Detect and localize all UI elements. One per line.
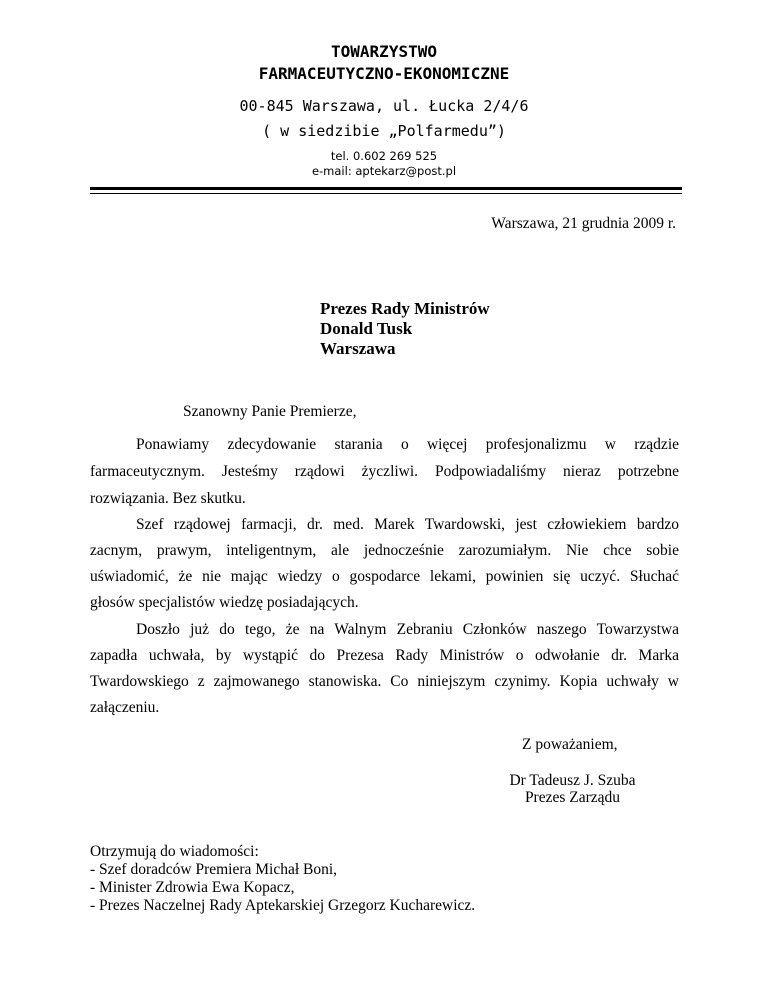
body-p3-line2: zapadła uchwała, by wystąpić do Prezesa Rady Ministrów o odwołanie dr. Marka <box>90 647 679 664</box>
recipient-line1: Prezes Rady Ministrów <box>320 299 490 318</box>
header-rule-thin <box>90 193 682 194</box>
org-name-line1: TOWARZYSTWO <box>331 42 437 61</box>
header-rule-thick <box>90 187 682 190</box>
org-seat: ( w siedzibie „Polfarmedu”) <box>262 122 506 140</box>
body-p1-line1: Ponawiamy zdecydowanie starania o więcej profesjonalizmu w rządzie <box>136 436 679 453</box>
recipient-line2: Donald Tusk <box>320 319 413 338</box>
body-p3-line4: załączeniu. <box>90 699 160 716</box>
cc-item: - Szef doradców Premiera Michał Boni, <box>90 861 338 878</box>
body-p3-line3: Twardowskiego z zajmowanego stanowiska. Co niniejszym czynimy. Kopia uchwały w <box>90 673 679 690</box>
body-p2-line3: uświadomić, że nie mając wiedzy o gospodarce lekami, powinien się uczyć. Słuchać <box>90 568 679 585</box>
org-phone: tel. 0.602 269 525 <box>330 149 438 163</box>
body-p1-line2: farmaceutycznym. Jesteśmy rządowi życzliwi. Podpowiadaliśmy nieraz potrzebne <box>90 463 679 480</box>
body-p2-line4: głosów specjalistów wiedzę posiadających. <box>90 594 359 611</box>
org-address: 00-845 Warszawa, ul. Łucka 2/4/6 <box>239 97 529 115</box>
salutation: Szanowny Panie Premierze, <box>183 403 357 420</box>
body-p2-line2: zacnym, prawym, inteligentnym, ale jednocześnie zarozumiałym. Nie chce sobie <box>90 542 679 559</box>
body-p3-line1: Doszło już do tego, że na Walnym Zebraniu Członków naszego Towarzystwa <box>136 621 679 638</box>
cc-heading: Otrzymują do wiadomości: <box>90 843 259 860</box>
org-name-line2: FARMACEUTYCZNO-EKONOMICZNE <box>258 64 510 83</box>
cc-item: - Minister Zdrowia Ewa Kopacz, <box>90 879 295 896</box>
date-line: Warszawa, 21 grudnia 2009 r. <box>491 215 676 232</box>
org-email: e-mail: aptekarz@post.pl <box>311 164 457 178</box>
signer-title: Prezes Zarządu <box>524 789 621 806</box>
body-p1-line3: rozwiązania. Bez skutku. <box>90 490 246 507</box>
recipient-line3: Warszawa <box>320 339 396 358</box>
closing-regards: Z poważaniem, <box>522 736 618 753</box>
signer-name: Dr Tadeusz J. Szuba <box>509 772 636 789</box>
body-p2-line1: Szef rządowej farmacji, dr. med. Marek Twardowski, jest człowiekiem bardzo <box>136 516 679 533</box>
cc-item: - Prezes Naczelnej Rady Aptekarskiej Grzegorz Kucharewicz. <box>90 897 476 914</box>
